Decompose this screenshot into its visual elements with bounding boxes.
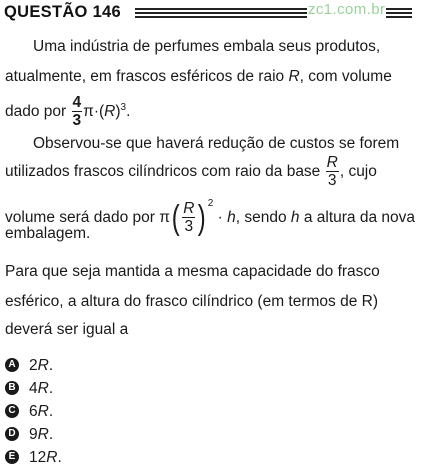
option-e[interactable]: E 12R.	[5, 448, 62, 468]
option-b-badge: B	[5, 381, 19, 395]
question-header	[4, 2, 418, 24]
p3-line1: Para que seja mantida a mesma capacidade do frasco	[5, 263, 380, 280]
option-b[interactable]: B 4R.	[5, 379, 53, 399]
p2-line3: volume será dado por π( $\frac{R}{3}$ ) $^2$ · h, sendo h a altura da nova	[5, 198, 416, 237]
fraction-4-3: $\frac{4}{3}$	[72, 93, 82, 130]
option-e-badge: E	[5, 450, 19, 464]
option-d[interactable]: D 9R.	[5, 425, 53, 445]
p3-line2: esférico, a altura do frasco cilíndrico (em termos de R)	[5, 293, 378, 310]
p1-line3: dado por $\frac{4}{3}$ $\pi\cdot(R)^3$.	[5, 93, 131, 130]
option-c[interactable]: C 6R.	[5, 402, 53, 422]
p3-line3: deverá ser igual a	[5, 321, 129, 338]
option-a-badge: A	[5, 358, 19, 372]
fraction-r-3-paren: $\frac{R}{3}$	[183, 199, 195, 236]
watermark: zc1.com.br	[308, 1, 386, 18]
p1-line2: atualmente, em frascos esféricos de raio R, com volume	[5, 68, 392, 85]
var-r: R	[288, 68, 300, 85]
p2-line4: embalagem.	[5, 225, 91, 242]
p2-line1: Observou-se que haverá redução de custos se forem	[33, 135, 400, 152]
option-c-badge: C	[5, 404, 19, 418]
p2-line2: utilizados frascos cilíndricos com raio da base $\frac{R}{3}$ , cujo	[5, 153, 377, 190]
fraction-r-3: $\frac{R}{3}$	[326, 153, 338, 190]
option-a[interactable]: A 2R.	[5, 356, 53, 376]
p1-line1: Uma indústria de perfumes embala seus produtos,	[33, 38, 381, 55]
option-d-badge: D	[5, 427, 19, 441]
question-number: QUESTÃO 146	[4, 3, 122, 21]
